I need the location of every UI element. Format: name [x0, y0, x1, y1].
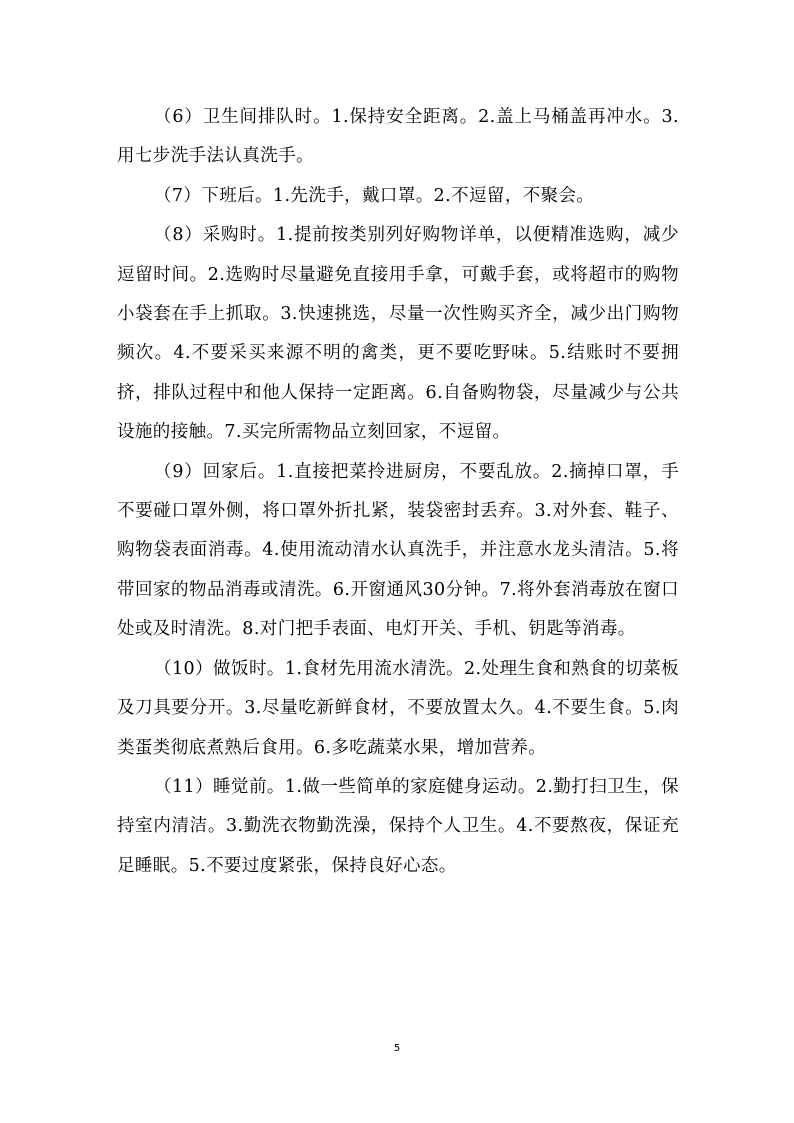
paragraph-after-work: （7）下班后。1.先洗手，戴口罩。2.不逗留，不聚会。 — [154, 185, 595, 206]
paragraph-shopping: （8）采购时。1.提前按类别列好购物详单，以便精准选购，减少逗留时间。2.选购时尽量避免直接用手拿，可戴手套，或将超市的购物小袋套在手上抓取。3.快速挑选，尽量一次性购买齐全，减少出门购物频次。4.不要采买来源不明的禽类，更不要吃野味。5.结账时不要拥挤，排队过程中和他人保持一定距离。6.自备购物袋，尽量减少与公共设施的接触。7.买完所需物品立刻回家，不逗留。 — [117, 225, 679, 443]
paragraph-restroom: （6）卫生间排队时。1.保持安全距离。2.盖上马桶盖再冲水。3.用七步洗手法认真洗手。 — [117, 107, 679, 167]
paragraph-before-sleep: （11）睡觉前。1.做一些简单的家庭健身运动。2.勤打扫卫生，保 持室内清洁。3.勤洗衣物勤洗澡，保持个人卫生。4.不要熬夜，保证充足睡眠。5.不要过度紧张，保持良好心态。 — [117, 776, 685, 876]
page-number: 5 — [393, 1043, 401, 1054]
document-body — [117, 98, 685, 886]
paragraph-cooking: （10）做饭时。1.食材先用流水清洗。2.处理生食和熟食的切菜板 及刀具要分开。3.尽量吃新鲜食材，不要放置太久。4.不要生食。5.肉类蛋类彻底煮熟后食用。6.多吃蔬菜水果，增加营养。 — [117, 658, 685, 758]
paragraph-return-home: （9）回家后。1.直接把菜拎进厨房，不要乱放。2.摘掉口罩，手不要碰口罩外侧，将口罩外折扎紧，装袋密封丢弃。3.对外套、鞋子、购物袋表面消毒。4.使用流动清水认真洗手，并注意水龙头清洁。5.将带回家的物品消毒或清洗。6.开窗通风30分钟。7.将外套消毒放在窗口处或及时清洗。8.对门把手表面、电灯开关、手机、钥匙等消毒。 — [117, 461, 679, 640]
